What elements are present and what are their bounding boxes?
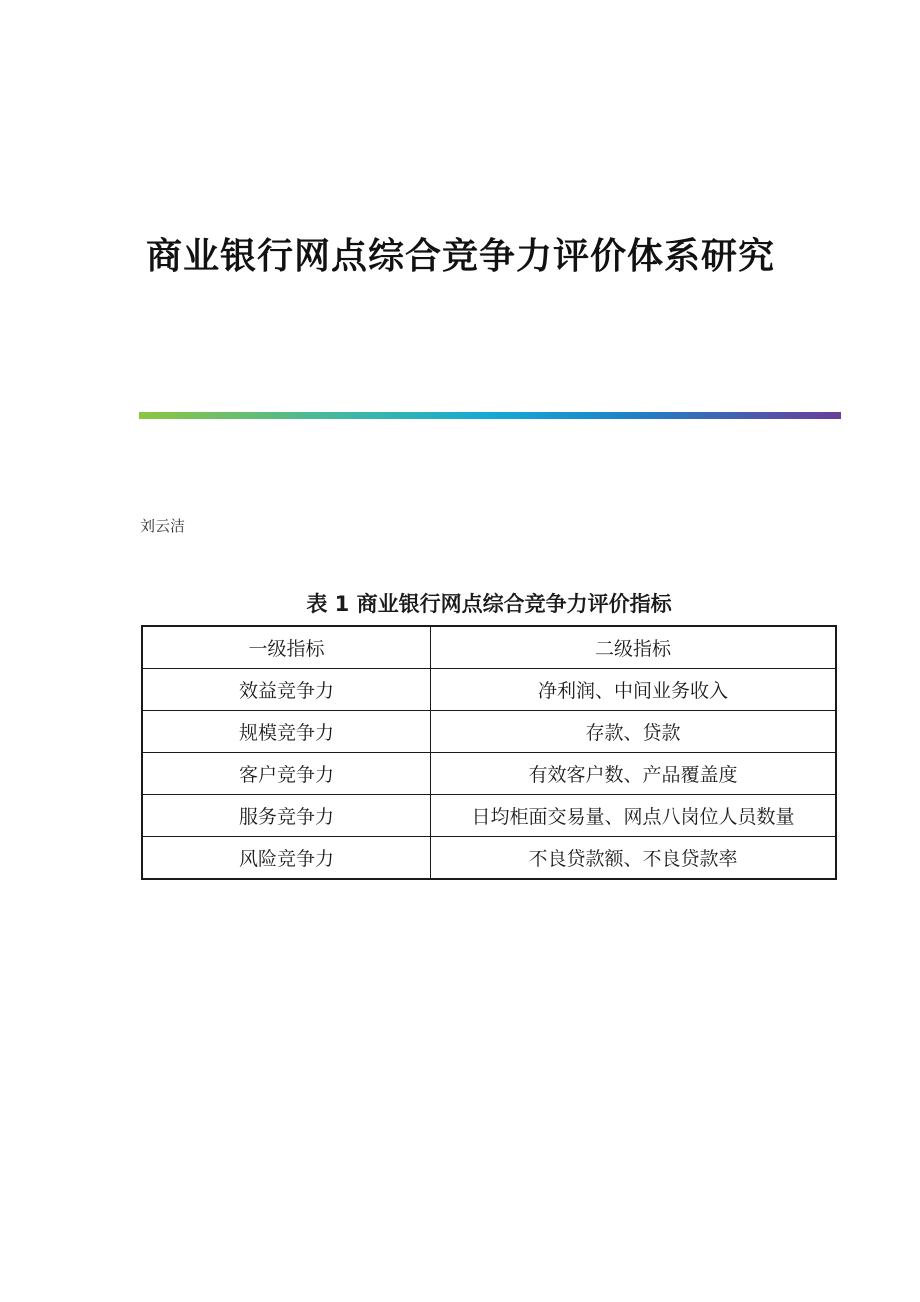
table-row [142, 711, 836, 753]
table-header-row [142, 626, 836, 669]
document-title: 商业银行网点综合竞争力评价体系研究 [146, 235, 776, 277]
cell-level1-index: 客户竞争力 [142, 753, 430, 795]
table-row [142, 753, 836, 795]
cell-level2-index: 净利润、中间业务收入 [430, 669, 836, 711]
author-name: 刘云洁 [140, 517, 186, 535]
cell-level1-index: 效益竞争力 [142, 669, 430, 711]
table-row [142, 795, 836, 837]
table-row [142, 669, 836, 711]
table-row [142, 837, 836, 880]
cell-level2-index: 存款、贷款 [430, 711, 836, 753]
title-divider-rule [139, 412, 841, 419]
column-header-level2: 二级指标 [430, 626, 836, 669]
cell-level2-index: 日均柜面交易量、网点八岗位人员数量 [430, 795, 836, 837]
cell-level2-index: 有效客户数、产品覆盖度 [430, 753, 836, 795]
cell-level1-index: 风险竞争力 [142, 837, 430, 880]
cell-level1-index: 规模竞争力 [142, 711, 430, 753]
cell-level1-index: 服务竞争力 [142, 795, 430, 837]
evaluation-index-table [141, 625, 837, 880]
table-caption: 表 1 商业银行网点综合竞争力评价指标 [306, 592, 672, 616]
cell-level2-index: 不良贷款额、不良贷款率 [430, 837, 836, 880]
column-header-level1: 一级指标 [142, 626, 430, 669]
